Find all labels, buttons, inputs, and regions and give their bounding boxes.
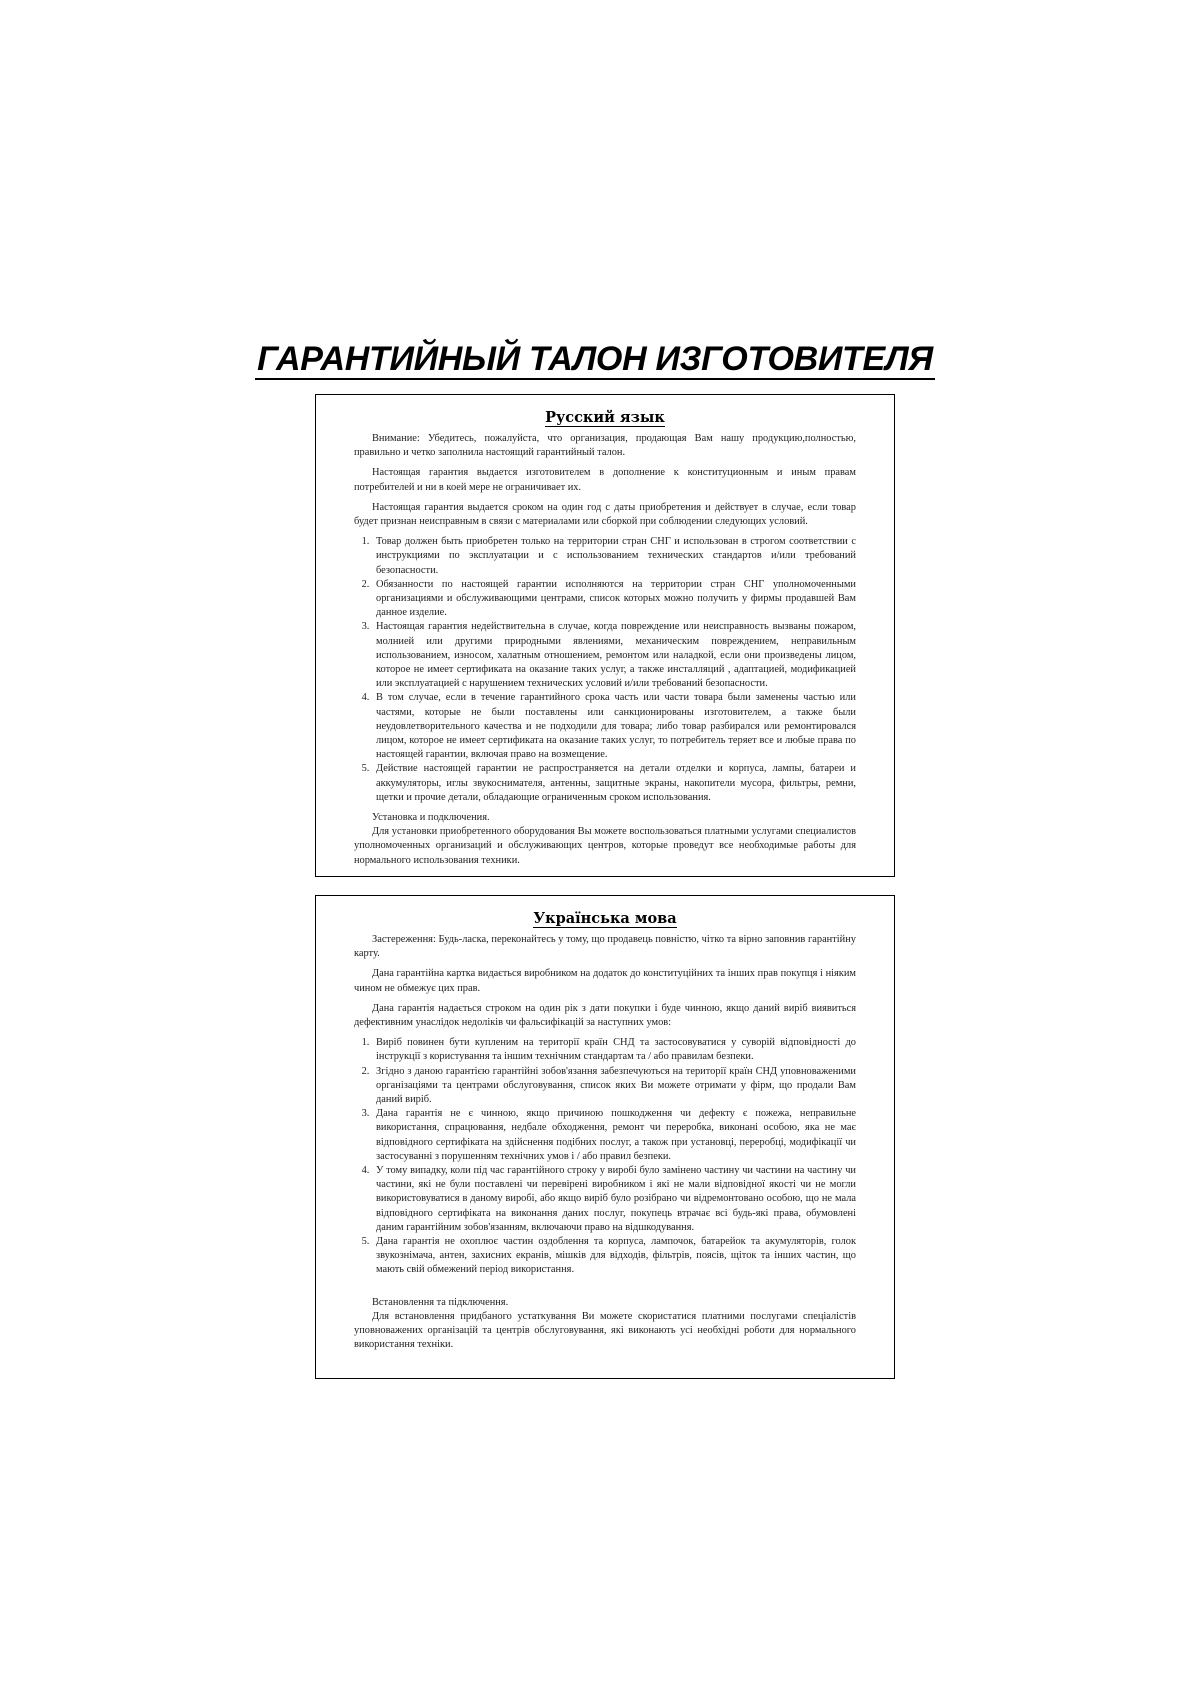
install-heading: Установка и подключения.	[372, 812, 490, 824]
install-text: Для встановлення придбаного устаткування Ви можете скористатися платними послугами спеціалістів уповноважених організацій та центрів обслуговування, які виконають усі необхідні роботи для нормального використання техніки.	[354, 1310, 856, 1351]
document-title-text: ГАРАНТИЙНЫЙ ТАЛОН ИЗГОТОВИТЕЛЯ	[257, 340, 933, 378]
condition-item: 3. Настоящая гарантия недействительна в случае, когда повреждение или неисправность вызваны пожаром, молнией или другими природными явлениями, механическим повреждением, неправильным использованием, износом, халатным отношением, ремонтом или наладкой, если они произведены лицом, которое не имеет сертификата на оказание таких услуг, а также инсталляций , адаптацией, модификацией или эксплуатацией с нарушением технических условий и/или требований безопасности.	[372, 620, 856, 691]
condition-item: 2. Згідно з даною гарантією гарантійні зобов'язання забезпечуються на території країн СНД уповноваженими організаціями та центрами обслуговування, список яких Ви можете отримати у фірм, що продали Вам даний виріб.	[372, 1065, 856, 1108]
paragraph-term: Настоящая гарантия выдается сроком на один год с даты приобретения и действует в случае, если товар будет признан неисправным в связи с материалами или сборкой при соблюдении следующих условий.	[354, 501, 856, 528]
paragraph-attention: Застереження: Будь-ласка, переконайтесь у тому, що продавець повністю, чітко та вірно заповнив гарантійну карту.	[354, 934, 856, 960]
section-heading: Українська мова	[533, 910, 677, 927]
paragraph-term: Дана гарантія надається строком на один рік з дати покупки і буде чинною, якщо даний виріб виявиться дефективним унаслідок недоліків чи фальсифікацій за наступних умов:	[354, 1002, 856, 1029]
spacer	[354, 1284, 856, 1296]
conditions-list	[354, 1036, 856, 1277]
condition-item: 4. В том случае, если в течение гарантийного срока часть или части товара были заменены частью или частями, которые не были поставлены или санкционированы изготовителем, а также были неудовлетворительного качества и не подходили для товара; либо товар разбирался или ремонтировался лицом, которое не имеет сертификата на оказание таких услуг, то потребитель теряет все и любые права по настоящей гарантии, включая право на возмещение.	[372, 691, 856, 762]
conditions-list	[354, 535, 856, 805]
condition-item: 1. Виріб повинен бути купленим на території країн СНД та застосовуватися у суворій відповідності до інструкції з користування та іншим технічним стандартам та / або правилам безпеки.	[372, 1036, 856, 1064]
condition-item: 3. Дана гарантія не є чинною, якщо причиною пошкодження чи дефекту є пожежа, неправильне використання, спрацювання, недбале обходження, ремонт чи переробка, виконані особою, яка не має відповідного сертифіката на здійснення подібних послуг, а також при установці, переробці, модифікації чи застосуванні з порушенням технічних умов і / або правил безпеки.	[372, 1107, 856, 1164]
condition-item: 1. Товар должен быть приобретен только на территории стран СНГ и использован в строгом соответствии с инструкциями по эксплуатации и с использованием технических стандартов и/или требований безопасности.	[372, 535, 856, 578]
paragraph-attention: Внимание: Убедитесь, пожалуйста, что организация, продающая Вам нашу продукцию,полностью, правильно и четко заполнила настоящий гарантийный талон.	[354, 433, 856, 459]
section-heading: Русский язык	[545, 409, 665, 426]
paragraph-rights: Дана гарантійна картка видається виробником на додаток до конституційних та інших прав покупця і ніяким чином не обмежує цих прав.	[354, 968, 856, 994]
paragraph-rights: Настоящая гарантия выдается изготовителем в дополнение к конституционным и иным правам потребителей и ни в коей мере не ограничивает их.	[354, 467, 856, 493]
install-text: Для установки приобретенного оборудования Вы можете воспользоваться платными услугами специалистов уполномоченных организаций и обслуживающих центров, которые проведут все необходимые работы для нормального использования техники.	[354, 826, 856, 866]
condition-item: 5. Действие настоящей гарантии не распространяется на детали отделки и корпуса, лампы, батареи и аккумуляторы, иглы звукоснимателя, антенны, защитные экраны, накопители мусора, фильтры, ремни, щетки и прочие детали, обладающие ограниченным сроком использования.	[372, 762, 856, 805]
condition-item: 5. Дана гарантія не охоплює частин оздоблення та корпуса, лампочок, батарейок та акумуляторів, голок звукознімача, антен, захисних екранів, мішків для відходів, фільтрів, поясів, щіток та інших частин, що мають свій обмежений період використання.	[372, 1235, 856, 1278]
install-heading: Встановлення та підключення.	[372, 1296, 509, 1308]
section-russian	[315, 394, 895, 877]
condition-item: 4. У тому випадку, коли під час гарантійного строку у виробі було замінено частину чи частини на частину чи частини, які не були поставлені чи перевірені виробником і які не мали відповідної якості чи не могли використовуватися в даному виробі, або якщо виріб було розібрано чи відремонтовано особою, що не мала відповідного сертифіката на виконання даних послуг, покупець втрачає всі будь-які права, обумовлені даним гарантійним зобов'язанням, включаючи право на відшкодування.	[372, 1164, 856, 1235]
condition-item: 2. Обязанности по настоящей гарантии исполняются на территории стран СНГ уполномоченными организациями и обслуживающими центрами, список которых можно получить у фирмы продавшей Вам данное изделие.	[372, 578, 856, 621]
document-title	[0, 340, 1190, 380]
section-ukrainian	[315, 895, 895, 1379]
